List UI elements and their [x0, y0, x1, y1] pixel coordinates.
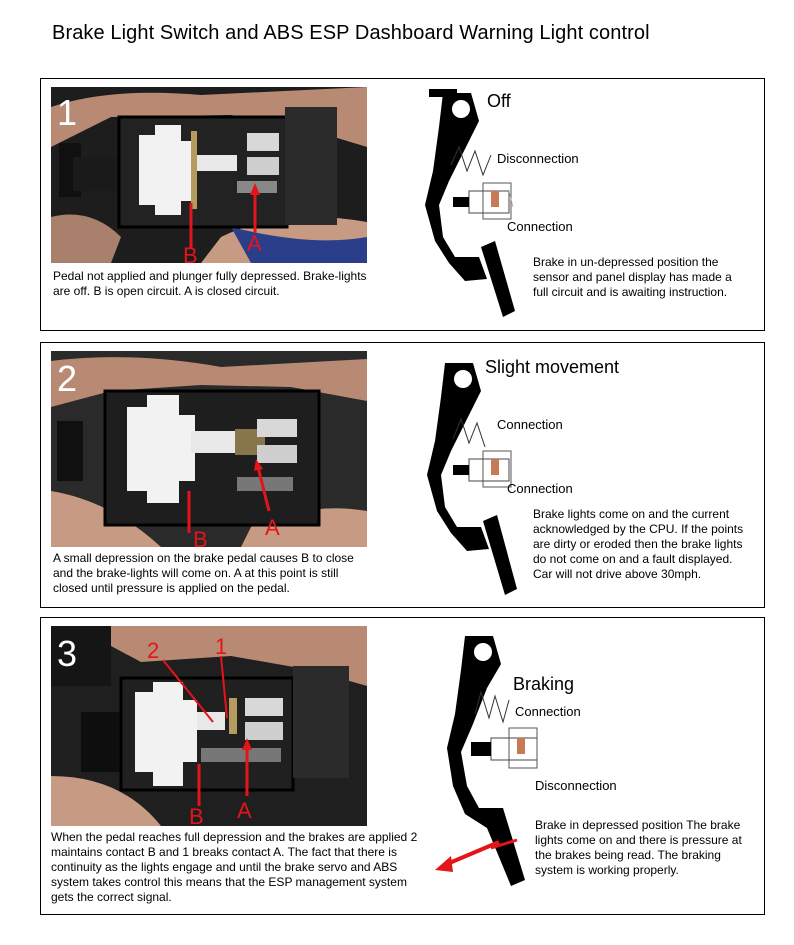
- photo-mark-b-1: B: [183, 243, 198, 263]
- switch-photo-2: [51, 351, 367, 547]
- pedal-status-3: Braking: [513, 674, 575, 694]
- pedal-diagram-1: [409, 87, 549, 327]
- panel-off: [40, 78, 765, 331]
- pedal-label-lower-3: Disconnection: [535, 778, 617, 793]
- panel-slight-movement: [40, 342, 765, 608]
- pedal-status-2: Slight movement: [485, 357, 620, 377]
- switch-photo-1: [51, 87, 367, 263]
- pedal-label-upper-2: Connection: [497, 417, 563, 432]
- pedal-status-1: Off: [487, 91, 511, 111]
- page-title: Brake Light Switch and ABS ESP Dashboard Warning Light control: [52, 22, 650, 44]
- photo-caption-2: A small depression on the brake pedal causes B to close and the brake-lights will come on. A at this point is still closed until pressure is applied on the pedal.: [53, 551, 354, 595]
- photo-mark-one-3: 1: [215, 634, 228, 659]
- pedal-label-upper-3: Connection: [515, 704, 581, 719]
- photo-mark-a-2: A: [265, 515, 280, 540]
- pedal-description-2: Brake lights come on and the current acknowledged by the CPU. If the points are dirty or eroded then the brake lights do not come on and a fault displayed. Car will not drive above 30mph.: [533, 507, 744, 581]
- photo-mark-a-3: A: [237, 798, 252, 823]
- photo-caption-1: Pedal not applied and plunger fully depressed. Brake-lights are off. B is open circuit. A is closed circuit.: [53, 269, 367, 298]
- pedal-description-1: Brake in un-depressed position the sensor and panel display has made a full circuit and is awaiting instruction.: [533, 255, 732, 299]
- panel-number-3: 3: [57, 633, 78, 674]
- photo-caption-3: When the pedal reaches full depression and the brakes are applied 2 maintains contact B and 1 breaks contact A. The fact that there is continuity as the lights engage and until the brake servo and ABS system takes control this means that the ESP management system gets the correct signal.: [51, 830, 418, 904]
- photo-mark-b-3: B: [189, 804, 204, 826]
- panel-braking: [40, 617, 765, 915]
- pedal-description-3: Brake in depressed position The brake lights come on and there is pressure at the brakes being read. The braking system is working properly.: [535, 818, 742, 877]
- photo-mark-two-3: 2: [147, 638, 160, 663]
- switch-photo-3: [51, 626, 367, 826]
- pedal-label-upper-1: Disconnection: [497, 151, 579, 166]
- photo-mark-b-2: B: [193, 527, 208, 547]
- panel-number-1: 1: [57, 92, 78, 133]
- panel-number-2: 2: [57, 358, 78, 399]
- pedal-label-lower-2: Connection: [507, 481, 573, 496]
- pedal-label-lower-1: Connection: [507, 219, 573, 234]
- photo-mark-a-1: A: [247, 231, 262, 256]
